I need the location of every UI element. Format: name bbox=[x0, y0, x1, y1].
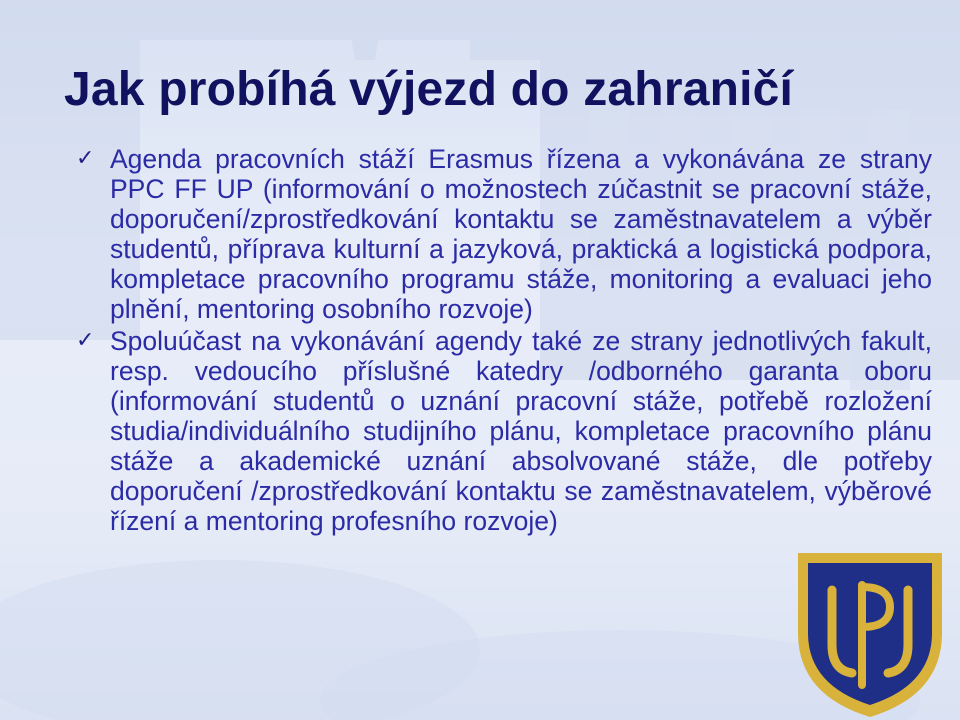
university-logo bbox=[790, 545, 950, 720]
bullet-item bbox=[66, 326, 932, 536]
bullet-item bbox=[66, 144, 932, 324]
bullet-list bbox=[66, 144, 932, 536]
check-icon: ✓ bbox=[76, 328, 95, 353]
bullet-text: Agenda pracovních stáží Erasmus řízena a vykonávána ze strany PPC FF UP (informování o možnostech zúčastnit se pracovní stáže, doporučení/zprostředkování kontaktu se zaměstnavatelem a výběr studentů, příprava kulturní a jazyková, praktická a logistická podpora, kompletace pracovního programu stáže, monitoring a evaluaci jeho plnění, mentoring osobního rozvoje) bbox=[110, 144, 932, 324]
check-icon: ✓ bbox=[76, 146, 95, 171]
slide-title: Jak probíhá výjezd do zahraničí bbox=[64, 63, 794, 116]
bullet-text: Spoluúčast na vykonávání agendy také ze strany jednotlivých fakult, resp. vedoucího příslušné katedry /odborného garanta oboru (informování studentů o uznání pracovní stáže, potřebě rozložení studia/individuálního studijního plánu, kompletace pracovního plánu stáže a akademické uznání absolvované stáže, dle potřeby doporučení /zprostředkování kontaktu se zaměstnavatelem, výběrové řízení a mentoring profesního rozvoje) bbox=[110, 326, 932, 536]
